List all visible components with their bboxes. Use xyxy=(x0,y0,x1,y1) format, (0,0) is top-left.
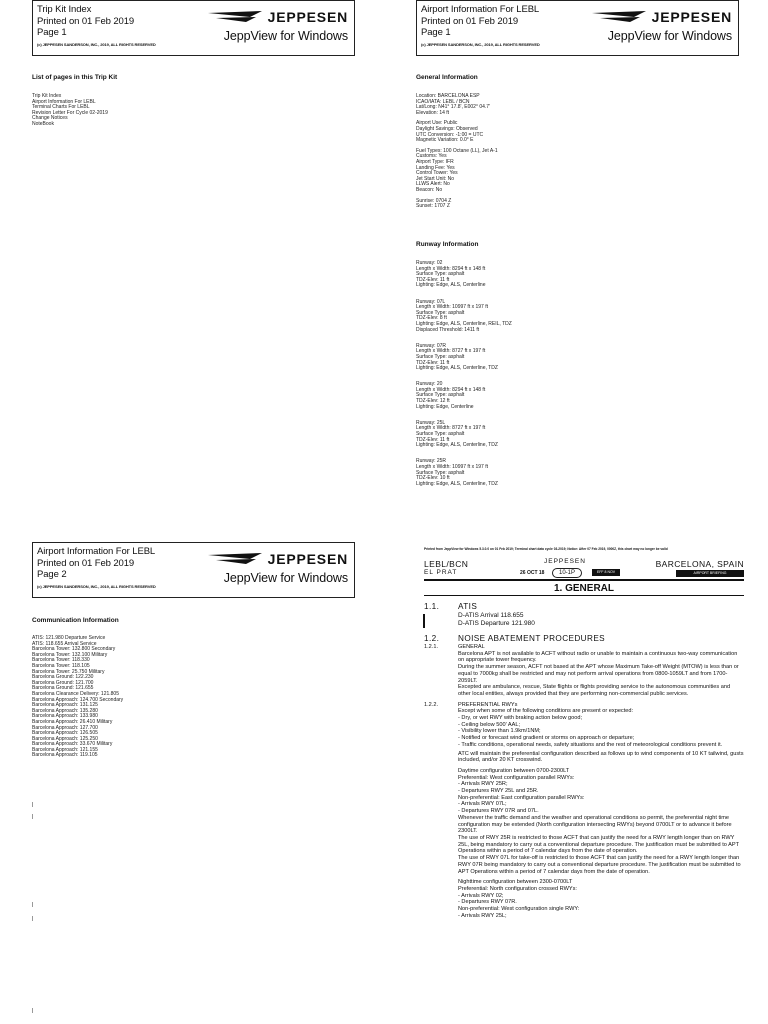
briefing-box: AIRPORT BRIEFING xyxy=(676,570,744,577)
day-paragraphs xyxy=(424,815,744,875)
runway-line: Lighting: Edge, ALS, Centerline, TDZ xyxy=(416,480,498,487)
chart-body xyxy=(424,600,744,919)
brand-name: JEPPESEN xyxy=(267,9,348,25)
paragraph: Barcelona APT is not available to ACFT without radio or unable to maintain a continuous two-way communication on appropriate tower frequency. xyxy=(458,650,738,664)
dash-item xyxy=(424,728,744,735)
page-number: Page 2 xyxy=(37,569,67,580)
noise-heading: 1.2. NOISE ABATEMENT PROCEDURES xyxy=(424,634,606,643)
margin-tick xyxy=(32,902,33,907)
frequency-line: Barcelona Approach: 121.155 xyxy=(32,746,98,753)
general-heading: 1.2.1. GENERAL xyxy=(424,644,485,650)
frequency-line: Barcelona Approach: 124.700 Secondary xyxy=(32,696,124,703)
info-line: Control Tower: Yes xyxy=(416,170,458,177)
runway-line: Displaced Threshold: 1411 ft xyxy=(416,326,480,333)
frequency-line: Barcelona Approach: 135.280 xyxy=(32,707,98,714)
info-line: ICAO/IATA: LEBL / BCN xyxy=(416,98,470,105)
chart-page-ref: 10-1P xyxy=(552,568,582,578)
list-item: Terminal Charts For LEBL xyxy=(32,104,90,111)
dash-item xyxy=(424,788,744,795)
jeppesen-logo-icon xyxy=(206,10,264,24)
list-item: Airport Information For LEBL xyxy=(32,98,96,105)
dash-text: Dry, or wet RWY with braking action below good; xyxy=(461,715,583,722)
frequency-line: Barcelona Tower: 25.750 Military xyxy=(32,668,105,675)
airport-name: EL PRAT xyxy=(424,569,458,576)
runway-line: TDZ-Elev: 11 ft xyxy=(416,359,450,366)
frequency-line: Barcelona Approach: 125.250 xyxy=(32,735,98,742)
dash-text: Departures RWY 07R and 07L. xyxy=(461,808,539,815)
effective-box: EFF 8 NOV xyxy=(592,569,620,576)
runway-line: Runway: 07L xyxy=(416,298,446,305)
runway-line: Runway: 07R xyxy=(416,342,447,349)
page-header xyxy=(32,542,355,598)
runway-line: Lighting: Edge, ALS, Centerline, REIL, TDZ xyxy=(416,320,512,327)
printed-date: Printed on 01 Feb 2019 xyxy=(421,15,519,27)
runway-line: Surface Type: asphalt xyxy=(416,431,465,438)
chart-date: 26 OCT 18 xyxy=(520,570,545,576)
print-notice: Printed from JeppView for Windows 5.3.0.0 on 01 Feb 2019; Terminal chart data cycle 03-2019; Notice: After 07 Feb 2019, 0000Z, this chart may no longer be valid xyxy=(424,547,668,551)
dash-text: Arrivals RWY 07L; xyxy=(461,801,507,808)
frequency-line: Barcelona Approach: 126.505 xyxy=(32,730,98,737)
copyright: (c) JEPPESEN SANDERSON, INC., 2019, ALL RIGHTS RESERVED xyxy=(37,583,156,589)
runway-line: Length x Width: 10997 ft x 197 ft xyxy=(416,304,488,311)
dash-item xyxy=(424,722,744,729)
runway-line: Lighting: Edge, ALS, Centerline, TDZ xyxy=(416,442,498,449)
night-nonpreferential: Non-preferential: West configuration single RWY: xyxy=(458,906,580,913)
info-line: Daylight Savings: Observed xyxy=(416,125,478,132)
airport-info-page-2 xyxy=(0,512,384,1024)
page-title: Airport Information For LEBL xyxy=(37,546,156,557)
page-header xyxy=(416,0,739,56)
product-name: JeppView for Windows xyxy=(223,29,348,43)
runway-line: Lighting: Edge, ALS, Centerline, TDZ xyxy=(416,365,498,372)
dash-bullet: - xyxy=(458,801,462,808)
jeppesen-logo-icon xyxy=(206,552,264,566)
atis-departure: D-ATIS Departure 121.980 xyxy=(458,620,535,627)
dash-bullet: - xyxy=(458,741,462,748)
dash-item xyxy=(424,899,744,906)
frequency-line: Barcelona Approach: 119.105 xyxy=(32,752,98,759)
paragraph: The use of RWY 25R is restricted to those ACFT that can justify the need for a RWY length longer than on RWY 25L, being mandatory to carry out a conventional departure procedure. The justification must be submitted to APT Operations within a period of 7 calendar days from the date of operation. xyxy=(458,834,739,855)
info-line: Jet Start Unit: No xyxy=(416,175,455,182)
info-line: Customs: Yes xyxy=(416,153,447,160)
dash-bullet: - xyxy=(458,728,462,735)
runway-line: TDZ-Elev: 11 ft xyxy=(416,276,450,283)
brand-name: JEPPESEN xyxy=(267,551,348,567)
dash-bullet: - xyxy=(458,735,462,742)
runway-line: Runway: 20 xyxy=(416,381,443,388)
info-line: Lat/Long: N41° 17.8', E002° 04.7' xyxy=(416,104,491,111)
runway-line: Lighting: Edge, Centerline xyxy=(416,403,474,410)
runway-line: TDZ-Elev: 11 ft xyxy=(416,436,450,443)
info-line: UTC Conversion: -1:00 = UTC xyxy=(416,131,484,138)
dash-text: Notified or forecast wind gradient or storms on approach or departure; xyxy=(461,735,635,742)
airport-city: BARCELONA, SPAIN xyxy=(655,559,744,569)
product-name: JeppView for Windows xyxy=(607,29,732,43)
list-item: Trip Kit Index xyxy=(32,93,62,99)
preferential-conditions xyxy=(424,715,744,749)
dash-item xyxy=(424,808,744,815)
dash-bullet: - xyxy=(458,781,462,788)
dash-bullet: - xyxy=(458,715,462,722)
header-rule xyxy=(424,579,744,581)
dash-bullet: - xyxy=(458,721,462,728)
frequency-line: Barcelona Ground: 122.230 xyxy=(32,674,94,681)
dash-item xyxy=(424,742,744,749)
info-line: Fuel Types: 100 Octane (LL), Jet A-1 xyxy=(416,147,498,154)
dash-item xyxy=(424,913,744,920)
frequency-line: Barcelona Clearance Delivery: 121.805 xyxy=(32,690,119,697)
margin-tick xyxy=(32,814,33,819)
dash-item xyxy=(424,893,744,900)
airport-briefing-chart-page xyxy=(384,512,768,1024)
frequency-line: Barcelona Tower: 118.105 xyxy=(32,662,90,669)
page-title: Airport Information For LEBL xyxy=(421,4,540,15)
general-info-list xyxy=(416,94,498,210)
copyright: (c) JEPPESEN SANDERSON, INC., 2019, ALL RIGHTS RESERVED xyxy=(421,41,540,47)
day-nonpreferential-list xyxy=(424,801,744,814)
info-line: Airport Type: IFR xyxy=(416,158,454,165)
section-title: 1. GENERAL xyxy=(553,583,614,594)
runway-line: Surface Type: asphalt xyxy=(416,271,465,278)
info-line: Magnetic Variation: 0.0° E xyxy=(416,137,474,144)
communication-list xyxy=(32,636,123,759)
jeppesen-logo-icon xyxy=(590,10,648,24)
paragraph: Excepted are ambulance, rescue, State flights or flights providing service to the autonomous communities and other local entities, always provided that they are performing non-commercial public services. xyxy=(458,684,731,697)
margin-tick xyxy=(32,1008,33,1013)
printed-date: Printed on 01 Feb 2019 xyxy=(37,557,135,569)
info-line: Sunrise: 0704 Z xyxy=(416,197,452,204)
day-preferential: Preferential: West configuration parallel RWYs: xyxy=(458,774,575,781)
preferential-intro: Except when some of the following conditions are present or expected: xyxy=(458,708,634,715)
runway-line: Length x Width: 10997 ft x 197 ft xyxy=(416,464,488,470)
paragraph: During the summer season, ACFT not based at the APT whose Maximum Take-off Weight (MTOW) is less than or equal to 7000kg shall be restricted and may not perform arrival operations from 0800-1059LT and from 1700-2059LT. xyxy=(458,664,739,684)
frequency-line: ATIS: 118.655 Arrival Service xyxy=(32,640,97,647)
group-gap xyxy=(416,289,512,300)
runway-info-title: Runway Information xyxy=(416,241,479,248)
product-name: JeppView for Windows xyxy=(223,571,348,585)
dash-item xyxy=(424,735,744,742)
section-rule xyxy=(424,595,744,596)
dash-bullet: - xyxy=(458,788,462,795)
page-number: Page 1 xyxy=(37,27,67,38)
frequency-line: Barcelona Approach: 26.410 Military xyxy=(32,718,113,725)
dash-text: Departures RWY 25L and 25R. xyxy=(461,788,539,795)
frequency-line: Barcelona Approach: 131.125 xyxy=(32,702,98,709)
runway-line: TDZ-Elev: 10 ft xyxy=(416,475,450,482)
dash-bullet: - xyxy=(458,912,462,919)
day-config-title: Daytime configuration between 0700-2300LT xyxy=(458,767,570,774)
preferential-heading: 1.2.2. PREFERENTIAL RWYs xyxy=(424,701,518,708)
info-line: Airport Use: Public xyxy=(416,120,458,127)
trip-kit-index-page xyxy=(0,0,384,512)
list-item: Change Notices xyxy=(32,115,68,122)
runway-line: TDZ-Elev: 12 ft xyxy=(416,398,450,405)
night-preferential: Preferential: North configuration crossed RWYs: xyxy=(458,885,577,892)
frequency-line: Barcelona Approach: 33.670 Military xyxy=(32,741,113,748)
frequency-line: Barcelona Tower: 132.100 Military xyxy=(32,651,108,658)
atc-statement: ATC will maintain the preferential configuration described as follows up to wind components of 10 KT tailwind, gusts included, and/or 20 KT crosswind. xyxy=(458,750,744,764)
chart-brand: JEPPESEN xyxy=(544,558,586,565)
list-item: Revision Letter For Cycle 02-2019 xyxy=(32,109,108,116)
trip-kit-list xyxy=(32,94,108,128)
frequency-line: Barcelona Tower: 132.800 Secondary xyxy=(32,646,116,653)
dash-bullet: - xyxy=(458,892,462,899)
frequency-line: ATIS: 121.980 Departure Service xyxy=(32,635,106,641)
info-line: Location: BARCELONA ESP xyxy=(416,93,480,99)
margin-tick xyxy=(32,802,33,807)
frequency-line: Barcelona Approach: 127.700 xyxy=(32,724,98,731)
runway-line: Surface Type: asphalt xyxy=(416,353,465,360)
info-line: Beacon: No xyxy=(416,186,443,193)
printed-date: Printed on 01 Feb 2019 xyxy=(37,15,135,27)
general-info-title: General Information xyxy=(416,74,478,81)
dash-text: Arrivals RWY 25L; xyxy=(461,912,507,919)
airport-info-page-1 xyxy=(384,0,768,512)
runway-line: Lighting: Edge, ALS, Centerline xyxy=(416,282,486,289)
runway-line: TDZ-Elev: 8 ft xyxy=(416,315,447,322)
night-preferential-list xyxy=(424,893,744,906)
runway-line: Length x Width: 8294 ft x 148 ft xyxy=(416,265,486,272)
runway-line: Length x Width: 8294 ft x 148 ft xyxy=(416,386,486,393)
frequency-line: Barcelona Approach: 133.980 xyxy=(32,713,98,720)
dash-text: Visibility lower than 1.9km/1NM; xyxy=(461,728,541,735)
page-number: Page 1 xyxy=(421,27,451,38)
night-config-title: Nighttime configuration between 2300-0700LT xyxy=(458,879,573,886)
day-preferential-list xyxy=(424,781,744,794)
copyright: (c) JEPPESEN SANDERSON, INC., 2019, ALL RIGHTS RESERVED xyxy=(37,41,156,47)
runway-line: Runway: 02 xyxy=(416,260,443,266)
frequency-line: Barcelona Ground: 121.655 xyxy=(32,685,94,692)
frequency-line: Barcelona Tower: 118.330 xyxy=(32,657,90,664)
dash-text: Arrivals RWY 25R; xyxy=(461,781,508,788)
dash-text: Ceiling below 500' AAL; xyxy=(461,721,521,728)
runway-line: Runway: 25R xyxy=(416,458,447,465)
atis-frequencies xyxy=(424,612,744,628)
change-bar xyxy=(423,614,425,628)
runway-line: Surface Type: asphalt xyxy=(416,469,465,476)
atis-heading: 1.1. ATIS xyxy=(424,602,478,611)
frequency-line: Barcelona Ground: 121.700 xyxy=(32,679,94,686)
dash-item xyxy=(424,801,744,808)
info-line: Landing Fee: Yes xyxy=(416,164,455,171)
dash-bullet: - xyxy=(458,899,462,906)
night-nonpreferential-list xyxy=(424,913,744,920)
runway-info-list xyxy=(416,261,512,487)
runway-line: Length x Width: 8727 ft x 197 ft xyxy=(416,348,486,355)
page-header xyxy=(32,0,355,56)
info-line: LLWS Alert: No xyxy=(416,181,450,188)
atis-arrival: D-ATIS Arrival 118.655 xyxy=(458,612,524,619)
airport-icao: LEBL/BCN xyxy=(424,559,469,569)
dash-text: Arrivals RWY 02; xyxy=(461,892,504,899)
paragraph: Whenever the traffic demand and the weather and operational conditions so permit, the preferential night time configuration may be extended (North configuration intersecting RWYs) beyond 0700LT or to advance it before 2300LT. xyxy=(458,814,732,835)
info-line: Sunset: 1707 Z xyxy=(416,203,450,210)
dash-item xyxy=(424,715,744,722)
dash-text: Departures RWY 07R. xyxy=(461,899,517,906)
runway-line: Surface Type: asphalt xyxy=(416,309,465,316)
general-paragraphs xyxy=(424,651,744,698)
runway-line: Runway: 25L xyxy=(416,419,446,426)
runway-line: Length x Width: 8727 ft x 197 ft xyxy=(416,425,486,432)
paragraph: The use of RWY 07L for take-off is restricted to those ACFT that can justify the need for a RWY length longer than RWY 07R being mandatory to carry out a conventional departure procedure. The justification must be submitted to APT Operations within a period of 7 calendar days from the date of operation. xyxy=(458,855,741,875)
section-title: List of pages in this Trip Kit xyxy=(32,74,118,81)
day-nonpreferential: Non-preferential: East configuration parallel RWYs: xyxy=(458,794,585,801)
dash-bullet: - xyxy=(458,808,462,815)
page-title: Trip Kit Index xyxy=(37,4,92,15)
dash-text: Traffic conditions, operational needs, safety situations and the rest of meteorological conditions prevent it. xyxy=(461,741,723,748)
list-item: NoteBook xyxy=(32,120,54,127)
margin-tick xyxy=(32,916,33,921)
dash-item xyxy=(424,781,744,788)
runway-line: Surface Type: asphalt xyxy=(416,392,465,399)
info-line: Elevation: 14 ft xyxy=(416,109,450,116)
brand-name: JEPPESEN xyxy=(651,9,732,25)
communication-info-title: Communication Information xyxy=(32,617,119,624)
